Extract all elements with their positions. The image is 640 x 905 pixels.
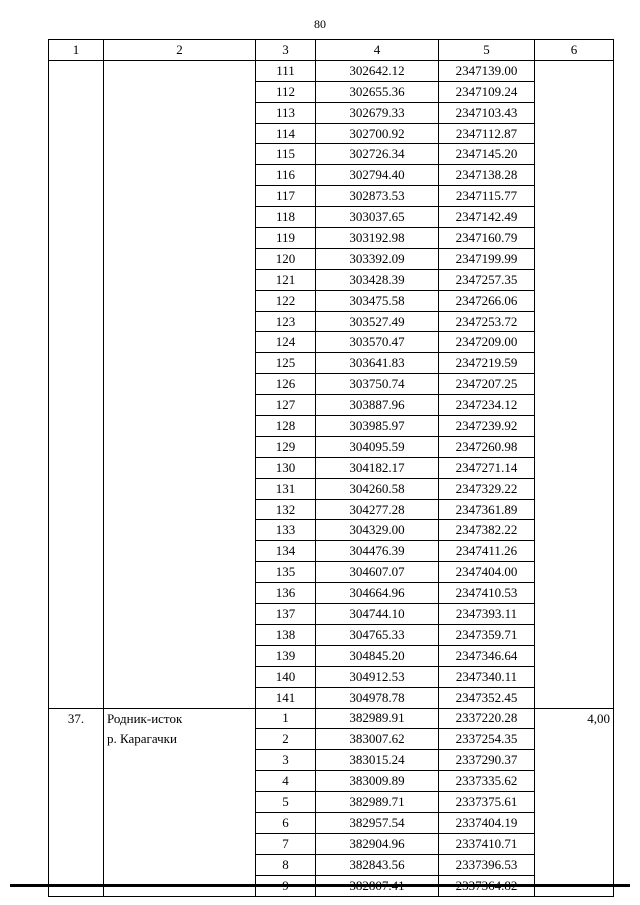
point-number: 125 bbox=[256, 353, 316, 374]
coordinate-x: 304765.33 bbox=[316, 624, 439, 645]
entry-number-cell bbox=[49, 165, 104, 186]
table-row bbox=[49, 833, 614, 854]
coordinate-y: 2347393.11 bbox=[439, 604, 535, 625]
entry-name-cell bbox=[104, 416, 256, 437]
coordinate-y: 2347340.11 bbox=[439, 666, 535, 687]
point-number: 139 bbox=[256, 645, 316, 666]
entry-number-cell bbox=[49, 750, 104, 771]
entry-number-cell bbox=[49, 81, 104, 102]
entry-number-cell bbox=[49, 332, 104, 353]
entry-name: Родник-исток bbox=[104, 708, 256, 729]
entry-name-cell bbox=[104, 332, 256, 353]
entry-name-cell bbox=[104, 750, 256, 771]
coordinate-y: 2347253.72 bbox=[439, 311, 535, 332]
table-row bbox=[49, 687, 614, 708]
table-row bbox=[49, 666, 614, 687]
entry-number-cell bbox=[49, 311, 104, 332]
entry-number-cell bbox=[49, 60, 104, 81]
table-row bbox=[49, 436, 614, 457]
entry-number-cell bbox=[49, 395, 104, 416]
area-cell bbox=[535, 771, 614, 792]
coordinate-x: 304744.10 bbox=[316, 604, 439, 625]
point-number: 3 bbox=[256, 750, 316, 771]
point-number: 121 bbox=[256, 269, 316, 290]
entry-name-cell bbox=[104, 436, 256, 457]
entry-name-cell bbox=[104, 207, 256, 228]
area-cell bbox=[535, 269, 614, 290]
point-number: 140 bbox=[256, 666, 316, 687]
bottom-rule bbox=[10, 884, 630, 887]
area-cell bbox=[535, 750, 614, 771]
entry-name-cell bbox=[104, 186, 256, 207]
area-cell bbox=[535, 604, 614, 625]
table-row bbox=[49, 520, 614, 541]
entry-number-cell bbox=[49, 416, 104, 437]
coordinate-y: 2347207.25 bbox=[439, 374, 535, 395]
area-cell bbox=[535, 60, 614, 81]
table-row bbox=[49, 102, 614, 123]
coordinate-y: 2347266.06 bbox=[439, 290, 535, 311]
entry-number-cell bbox=[49, 729, 104, 750]
table-row bbox=[49, 248, 614, 269]
entry-name-cell bbox=[104, 60, 256, 81]
point-number: 134 bbox=[256, 541, 316, 562]
point-number: 127 bbox=[256, 395, 316, 416]
coordinate-x: 383015.24 bbox=[316, 750, 439, 771]
coordinate-x: 304845.20 bbox=[316, 645, 439, 666]
table-row bbox=[49, 478, 614, 499]
coordinate-y: 2347382.22 bbox=[439, 520, 535, 541]
area-cell bbox=[535, 81, 614, 102]
point-number: 119 bbox=[256, 228, 316, 249]
entry-name-cell bbox=[104, 499, 256, 520]
entry-number-cell bbox=[49, 499, 104, 520]
coordinate-x: 304664.96 bbox=[316, 583, 439, 604]
entry-number-cell bbox=[49, 353, 104, 374]
table-row bbox=[49, 332, 614, 353]
point-number: 8 bbox=[256, 854, 316, 875]
area-cell bbox=[535, 520, 614, 541]
entry-number-cell bbox=[49, 833, 104, 854]
coordinate-y: 2347142.49 bbox=[439, 207, 535, 228]
entry-name-cell bbox=[104, 792, 256, 813]
coordinate-x: 302700.92 bbox=[316, 123, 439, 144]
coordinate-y: 2347103.43 bbox=[439, 102, 535, 123]
table-row bbox=[49, 416, 614, 437]
table-row bbox=[49, 541, 614, 562]
coordinate-x: 303192.98 bbox=[316, 228, 439, 249]
coordinate-y: 2347359.71 bbox=[439, 624, 535, 645]
entry-name-cell bbox=[104, 645, 256, 666]
entry-number-cell bbox=[49, 186, 104, 207]
coordinate-y: 2337410.71 bbox=[439, 833, 535, 854]
area-cell bbox=[535, 353, 614, 374]
area-cell bbox=[535, 562, 614, 583]
area-cell bbox=[535, 144, 614, 165]
entry-name-cell bbox=[104, 812, 256, 833]
area-cell bbox=[535, 812, 614, 833]
entry-number-cell bbox=[49, 436, 104, 457]
point-number: 2 bbox=[256, 729, 316, 750]
area-cell bbox=[535, 457, 614, 478]
coordinate-y: 2347115.77 bbox=[439, 186, 535, 207]
point-number: 141 bbox=[256, 687, 316, 708]
coordinate-y: 2337404.19 bbox=[439, 812, 535, 833]
area-cell bbox=[535, 186, 614, 207]
entry-name-cell bbox=[104, 395, 256, 416]
header-cell: 1 bbox=[49, 40, 104, 61]
point-number: 1 bbox=[256, 708, 316, 729]
entry-number-cell bbox=[49, 269, 104, 290]
area-cell bbox=[535, 478, 614, 499]
entry-name-cell bbox=[104, 311, 256, 332]
coordinate-x: 382843.56 bbox=[316, 854, 439, 875]
table-row bbox=[49, 457, 614, 478]
area-cell bbox=[535, 499, 614, 520]
coordinate-x: 304095.59 bbox=[316, 436, 439, 457]
entry-name-cell bbox=[104, 269, 256, 290]
coordinate-x: 304912.53 bbox=[316, 666, 439, 687]
entry-number-cell bbox=[49, 478, 104, 499]
coordinate-x: 304607.07 bbox=[316, 562, 439, 583]
coordinate-y: 2337335.62 bbox=[439, 771, 535, 792]
table-row bbox=[49, 624, 614, 645]
entry-number-cell bbox=[49, 771, 104, 792]
entry-name-cell bbox=[104, 833, 256, 854]
table-row bbox=[49, 311, 614, 332]
table-row bbox=[49, 123, 614, 144]
table-row bbox=[49, 645, 614, 666]
entry-number-cell bbox=[49, 228, 104, 249]
area-cell bbox=[535, 207, 614, 228]
entry-number-cell bbox=[49, 666, 104, 687]
entry-name-cell bbox=[104, 123, 256, 144]
table-row bbox=[49, 186, 614, 207]
coordinate-x: 303428.39 bbox=[316, 269, 439, 290]
coordinate-x: 382989.91 bbox=[316, 708, 439, 729]
coordinate-x: 304182.17 bbox=[316, 457, 439, 478]
entry-number-cell bbox=[49, 854, 104, 875]
area-cell bbox=[535, 687, 614, 708]
table-row bbox=[49, 750, 614, 771]
area-cell bbox=[535, 416, 614, 437]
table-row bbox=[49, 708, 614, 729]
table-row bbox=[49, 269, 614, 290]
area-cell bbox=[535, 666, 614, 687]
point-number: 138 bbox=[256, 624, 316, 645]
coordinate-x: 383009.89 bbox=[316, 771, 439, 792]
entry-name-cell bbox=[104, 353, 256, 374]
entry-number-cell bbox=[49, 541, 104, 562]
table-row bbox=[49, 290, 614, 311]
coordinate-y: 2347138.28 bbox=[439, 165, 535, 186]
entry-number-cell bbox=[49, 604, 104, 625]
entry-name-cell bbox=[104, 604, 256, 625]
area-cell bbox=[535, 228, 614, 249]
point-number: 118 bbox=[256, 207, 316, 228]
area-cell bbox=[535, 854, 614, 875]
entry-number-cell bbox=[49, 583, 104, 604]
header-cell: 6 bbox=[535, 40, 614, 61]
header-row bbox=[49, 40, 614, 61]
coordinate-x: 303570.47 bbox=[316, 332, 439, 353]
coordinate-y: 2347346.64 bbox=[439, 645, 535, 666]
area-cell bbox=[535, 332, 614, 353]
entry-number-cell bbox=[49, 207, 104, 228]
coordinate-x: 302873.53 bbox=[316, 186, 439, 207]
entry-number-cell bbox=[49, 624, 104, 645]
table-row bbox=[49, 604, 614, 625]
point-number: 122 bbox=[256, 290, 316, 311]
coordinate-y: 2347239.92 bbox=[439, 416, 535, 437]
coordinate-y: 2337375.61 bbox=[439, 792, 535, 813]
point-number: 130 bbox=[256, 457, 316, 478]
coordinate-x: 303037.65 bbox=[316, 207, 439, 228]
point-number: 135 bbox=[256, 562, 316, 583]
header-cell: 5 bbox=[439, 40, 535, 61]
table-row bbox=[49, 228, 614, 249]
entry-number-cell bbox=[49, 290, 104, 311]
coordinate-y: 2347361.89 bbox=[439, 499, 535, 520]
entry-name-cell bbox=[104, 771, 256, 792]
entry-number-cell bbox=[49, 248, 104, 269]
entry-name-cell bbox=[104, 165, 256, 186]
coordinate-y: 2347329.22 bbox=[439, 478, 535, 499]
coordinate-x: 304277.28 bbox=[316, 499, 439, 520]
entry-name-cell bbox=[104, 228, 256, 249]
table-row bbox=[49, 207, 614, 228]
header-cell: 3 bbox=[256, 40, 316, 61]
coordinate-x: 382957.54 bbox=[316, 812, 439, 833]
coordinate-y: 2347139.00 bbox=[439, 60, 535, 81]
table-row bbox=[49, 854, 614, 875]
table-row bbox=[49, 353, 614, 374]
table-row bbox=[49, 144, 614, 165]
entry-name-cell bbox=[104, 81, 256, 102]
area-cell bbox=[535, 102, 614, 123]
coordinate-x: 382904.96 bbox=[316, 833, 439, 854]
coordinate-x: 304978.78 bbox=[316, 687, 439, 708]
coordinate-y: 2347112.87 bbox=[439, 123, 535, 144]
table-row bbox=[49, 562, 614, 583]
entry-number-cell bbox=[49, 144, 104, 165]
table-row bbox=[49, 81, 614, 102]
page-number: 80 bbox=[314, 17, 326, 31]
point-number: 132 bbox=[256, 499, 316, 520]
entry-number-cell bbox=[49, 812, 104, 833]
coordinate-y: 2347352.45 bbox=[439, 687, 535, 708]
area-cell bbox=[535, 311, 614, 332]
coordinate-x: 303475.58 bbox=[316, 290, 439, 311]
coordinate-x: 382989.71 bbox=[316, 792, 439, 813]
coordinate-y: 2337254.35 bbox=[439, 729, 535, 750]
coordinate-x: 303750.74 bbox=[316, 374, 439, 395]
point-number: 4 bbox=[256, 771, 316, 792]
area-cell bbox=[535, 165, 614, 186]
point-number: 111 bbox=[256, 60, 316, 81]
entry-number-cell bbox=[49, 520, 104, 541]
entry-name-cell bbox=[104, 666, 256, 687]
point-number: 137 bbox=[256, 604, 316, 625]
coordinate-y: 2347271.14 bbox=[439, 457, 535, 478]
coordinate-x: 303527.49 bbox=[316, 311, 439, 332]
point-number: 112 bbox=[256, 81, 316, 102]
coordinate-y: 2337220.28 bbox=[439, 708, 535, 729]
area-cell bbox=[535, 123, 614, 144]
coordinate-y: 2347234.12 bbox=[439, 395, 535, 416]
table-row bbox=[49, 771, 614, 792]
area-cell bbox=[535, 792, 614, 813]
area-cell bbox=[535, 729, 614, 750]
coordinate-y: 2347257.35 bbox=[439, 269, 535, 290]
header-cell: 4 bbox=[316, 40, 439, 61]
area-cell bbox=[535, 374, 614, 395]
area-cell bbox=[535, 248, 614, 269]
point-number: 113 bbox=[256, 102, 316, 123]
entry-number-cell bbox=[49, 102, 104, 123]
entry-name-cell bbox=[104, 144, 256, 165]
entry-number-cell bbox=[49, 457, 104, 478]
coordinate-y: 2337396.53 bbox=[439, 854, 535, 875]
coordinate-y: 2347199.99 bbox=[439, 248, 535, 269]
table-row bbox=[49, 165, 614, 186]
coordinate-y: 2347410.53 bbox=[439, 583, 535, 604]
entry-name-cell bbox=[104, 624, 256, 645]
coordinate-x: 304260.58 bbox=[316, 478, 439, 499]
entry-name-cell bbox=[104, 478, 256, 499]
coordinate-x: 302655.36 bbox=[316, 81, 439, 102]
header-cell: 2 bbox=[104, 40, 256, 61]
entry-name-cell bbox=[104, 583, 256, 604]
coordinate-x: 302794.40 bbox=[316, 165, 439, 186]
coordinate-x: 302642.12 bbox=[316, 60, 439, 81]
entry-name-cell bbox=[104, 290, 256, 311]
coordinate-y: 2347404.00 bbox=[439, 562, 535, 583]
entry-name-cell bbox=[104, 102, 256, 123]
area-cell bbox=[535, 583, 614, 604]
entry-name-cell bbox=[104, 562, 256, 583]
point-number: 136 bbox=[256, 583, 316, 604]
point-number: 128 bbox=[256, 416, 316, 437]
coordinate-y: 2347411.26 bbox=[439, 541, 535, 562]
coordinate-x: 302726.34 bbox=[316, 144, 439, 165]
point-number: 123 bbox=[256, 311, 316, 332]
coordinates-table bbox=[48, 39, 614, 897]
table-row bbox=[49, 812, 614, 833]
coordinate-x: 303641.83 bbox=[316, 353, 439, 374]
entry-name-cell bbox=[104, 541, 256, 562]
point-number: 5 bbox=[256, 792, 316, 813]
entry-name: р. Карагачки bbox=[104, 729, 256, 750]
table-row bbox=[49, 729, 614, 750]
table-row bbox=[49, 395, 614, 416]
coordinate-y: 2347145.20 bbox=[439, 144, 535, 165]
entry-name-cell bbox=[104, 248, 256, 269]
coordinate-x: 302679.33 bbox=[316, 102, 439, 123]
coordinate-x: 383007.62 bbox=[316, 729, 439, 750]
area-cell bbox=[535, 290, 614, 311]
coordinate-y: 2347260.98 bbox=[439, 436, 535, 457]
table-row bbox=[49, 60, 614, 81]
point-number: 6 bbox=[256, 812, 316, 833]
coordinate-x: 304329.00 bbox=[316, 520, 439, 541]
entry-number-cell bbox=[49, 374, 104, 395]
point-number: 124 bbox=[256, 332, 316, 353]
point-number: 129 bbox=[256, 436, 316, 457]
point-number: 114 bbox=[256, 123, 316, 144]
area-cell bbox=[535, 645, 614, 666]
entry-number-cell bbox=[49, 562, 104, 583]
table-row bbox=[49, 499, 614, 520]
coordinate-y: 2347219.59 bbox=[439, 353, 535, 374]
entry-name-cell bbox=[104, 374, 256, 395]
coordinate-x: 303985.97 bbox=[316, 416, 439, 437]
table-row bbox=[49, 374, 614, 395]
coordinate-x: 304476.39 bbox=[316, 541, 439, 562]
point-number: 120 bbox=[256, 248, 316, 269]
area-cell bbox=[535, 541, 614, 562]
area-value: 4,00 bbox=[535, 708, 614, 729]
entry-number-cell bbox=[49, 645, 104, 666]
point-number: 126 bbox=[256, 374, 316, 395]
coordinate-y: 2337290.37 bbox=[439, 750, 535, 771]
area-cell bbox=[535, 833, 614, 854]
point-number: 115 bbox=[256, 144, 316, 165]
area-cell bbox=[535, 624, 614, 645]
entry-name-cell bbox=[104, 520, 256, 541]
entry-name-cell bbox=[104, 457, 256, 478]
entry-number-cell bbox=[49, 792, 104, 813]
coordinate-y: 2347209.00 bbox=[439, 332, 535, 353]
coordinate-y: 2347160.79 bbox=[439, 228, 535, 249]
entry-number-cell bbox=[49, 687, 104, 708]
entry-name-cell bbox=[104, 687, 256, 708]
entry-name-cell bbox=[104, 854, 256, 875]
entry-number-cell bbox=[49, 123, 104, 144]
point-number: 131 bbox=[256, 478, 316, 499]
area-cell bbox=[535, 436, 614, 457]
point-number: 7 bbox=[256, 833, 316, 854]
point-number: 116 bbox=[256, 165, 316, 186]
coordinate-x: 303392.09 bbox=[316, 248, 439, 269]
point-number: 133 bbox=[256, 520, 316, 541]
table-row bbox=[49, 792, 614, 813]
entry-number: 37. bbox=[49, 708, 104, 729]
coordinate-x: 303887.96 bbox=[316, 395, 439, 416]
area-cell bbox=[535, 395, 614, 416]
point-number: 117 bbox=[256, 186, 316, 207]
coordinate-y: 2347109.24 bbox=[439, 81, 535, 102]
table-row bbox=[49, 583, 614, 604]
